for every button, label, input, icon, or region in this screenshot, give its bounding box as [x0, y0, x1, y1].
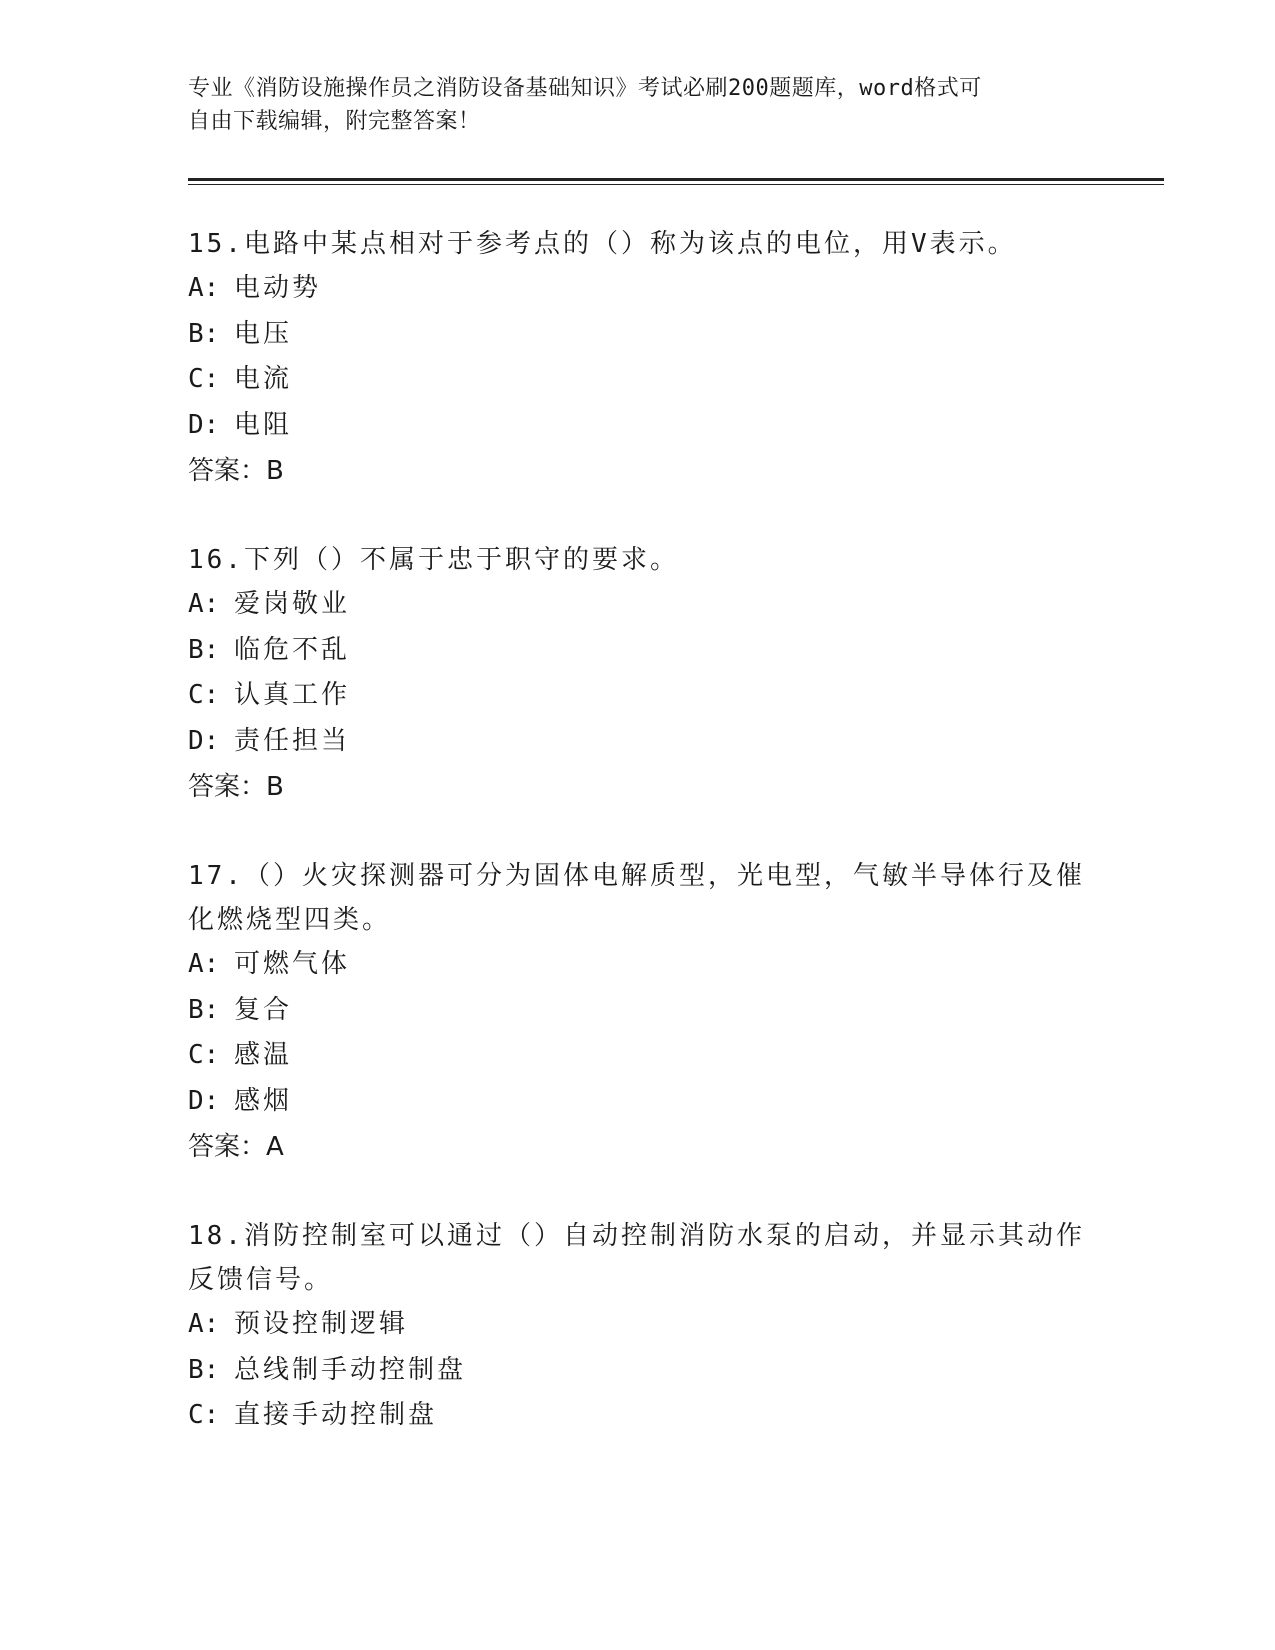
option-text: 预设控制逻辑	[234, 1309, 409, 1339]
option-text: 电阻	[234, 409, 293, 440]
question-stem-line-1: 17.（）火灾探测器可分为固体电解质型，光电型，气敏半导体行及催	[188, 861, 1085, 891]
option-text: 复合	[234, 994, 293, 1025]
header-divider-thin	[188, 184, 1164, 185]
option-key: D:	[188, 1085, 220, 1116]
question-17	[188, 854, 1088, 1170]
option-text: 临危不乱	[234, 634, 351, 665]
option-a	[188, 266, 1088, 312]
option-key: B:	[188, 994, 220, 1025]
option-d	[188, 1079, 1088, 1125]
question-stem-line-1: 18.消防控制室可以通过（）自动控制消防水泵的启动，并显示其动作	[188, 1221, 1085, 1251]
question-stem: 15.电路中某点相对于参考点的（）称为该点的电位，用V表示。	[188, 229, 1017, 259]
option-key: B:	[188, 1354, 220, 1385]
option-text: 认真工作	[234, 680, 351, 710]
option-text: 感温	[234, 1040, 293, 1070]
question-18	[188, 1214, 1088, 1439]
option-c	[188, 357, 1088, 403]
option-key: A:	[188, 589, 220, 619]
option-c	[188, 1393, 1088, 1439]
document-header	[188, 72, 1068, 138]
question-stem: 16.下列（）不属于忠于职守的要求。	[188, 545, 679, 575]
option-key: C:	[188, 364, 220, 394]
header-divider-thick	[188, 178, 1164, 181]
option-key: A:	[188, 273, 220, 303]
option-key: B:	[188, 318, 220, 349]
option-key: C:	[188, 1040, 220, 1070]
option-a	[188, 942, 1088, 988]
option-text: 总线制手动控制盘	[234, 1354, 467, 1385]
question-stem-line-2: 化燃烧型四类。	[188, 905, 392, 935]
option-key: C:	[188, 1400, 220, 1430]
option-b	[188, 628, 1088, 674]
option-key: C:	[188, 680, 220, 710]
option-text: 直接手动控制盘	[234, 1400, 438, 1430]
option-c	[188, 673, 1088, 719]
option-key: A:	[188, 949, 220, 979]
answer-line: 答案：A	[188, 1132, 284, 1162]
option-text: 责任担当	[234, 725, 351, 756]
header-line-1: 专业《消防设施操作员之消防设备基础知识》考试必刷200题题库，word格式可	[188, 76, 982, 101]
header-line-2: 自由下载编辑，附完整答案！	[188, 109, 481, 134]
option-text: 可燃气体	[234, 949, 351, 979]
question-15	[188, 222, 1088, 494]
option-d	[188, 403, 1088, 449]
option-text: 电流	[234, 364, 293, 394]
option-text: 电压	[234, 318, 293, 349]
question-stem-line-2: 反馈信号。	[188, 1265, 334, 1295]
option-b	[188, 988, 1088, 1034]
option-text: 感烟	[234, 1085, 293, 1116]
option-key: D:	[188, 409, 220, 440]
option-key: A:	[188, 1309, 220, 1339]
option-text: 电动势	[234, 273, 322, 303]
option-b	[188, 1348, 1088, 1394]
option-key: D:	[188, 725, 220, 756]
option-key: B:	[188, 634, 220, 665]
option-c	[188, 1033, 1088, 1079]
answer-line: 答案：B	[188, 456, 284, 486]
option-text: 爱岗敬业	[234, 589, 351, 619]
question-16	[188, 538, 1088, 810]
answer-line: 答案：B	[188, 772, 284, 802]
option-a	[188, 582, 1088, 628]
option-b	[188, 312, 1088, 358]
option-a	[188, 1302, 1088, 1348]
option-d	[188, 719, 1088, 765]
